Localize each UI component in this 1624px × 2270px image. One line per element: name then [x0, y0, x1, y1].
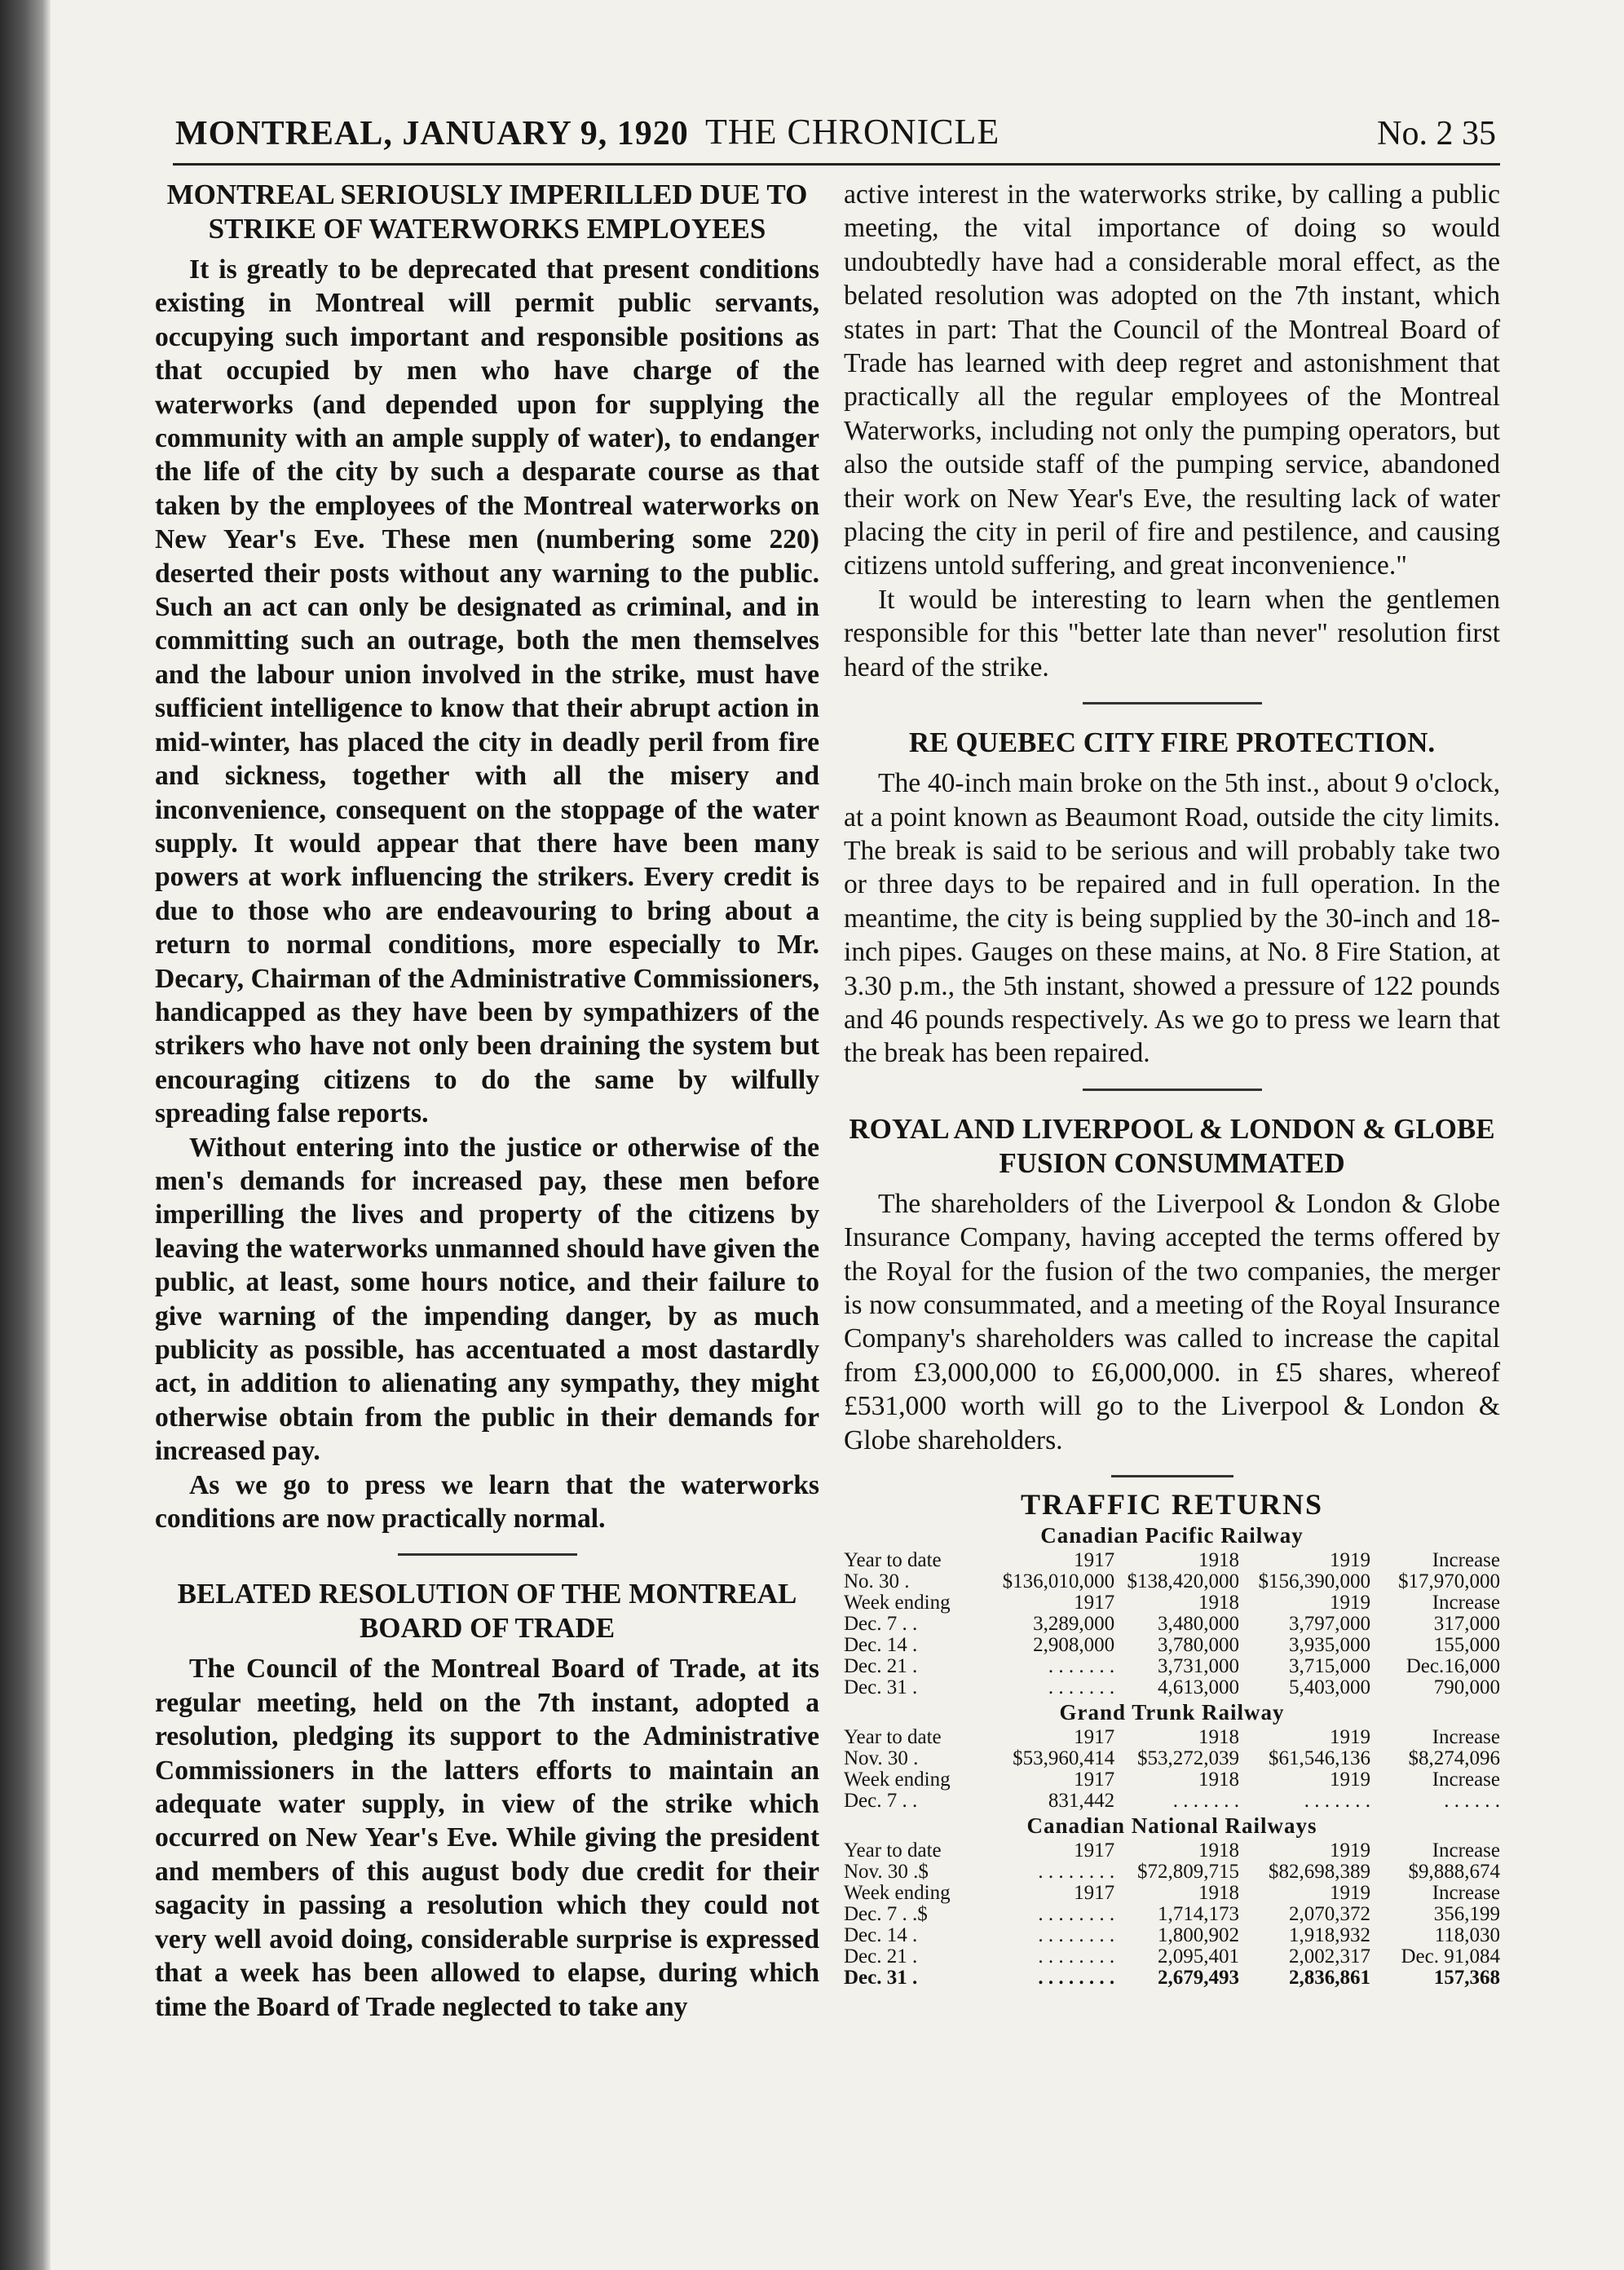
traffic-table: [844, 1727, 1500, 1812]
table-cell: Increase: [1432, 1549, 1500, 1571]
table-cell: 1,918,932: [1289, 1924, 1371, 1946]
table-header-row: [844, 1840, 1500, 1861]
table-cell: 1918: [1198, 1726, 1240, 1748]
table-cell: 4,613,000: [1158, 1676, 1240, 1698]
running-header: [175, 111, 1496, 157]
table-cell: . . . . . .: [1444, 1790, 1500, 1812]
table-cell: $82,698,389: [1269, 1861, 1371, 1883]
table-cell: 1919: [1330, 1882, 1371, 1904]
header-rule: [173, 163, 1500, 166]
traffic-returns-tables: [844, 1523, 1500, 1989]
waterworks-paragraph: Without entering into the justice or otherwise of the men's demands for increased pay, these men before imperilling the lives and property of the citizens by leaving the waterworks unmanned should have given the public, at least, some hours notice, and their failure to give warning of the impending danger, by as much publicity as possible, has accentuated a most dastardly act, in addition to alienating any sympathy, they might otherwise obtain from the public in their demands for increased pay.: [155, 1132, 819, 1467]
table-cell: 1917: [1074, 1592, 1115, 1614]
table-cell: 2,908,000: [1033, 1634, 1115, 1656]
table-cell: . . . . . . .: [1172, 1790, 1240, 1812]
table-cell: Year to date: [844, 1549, 942, 1571]
table-cell: Dec. 7 . .: [844, 1790, 918, 1812]
table-cell: 3,780,000: [1158, 1634, 1240, 1656]
header-date: MONTREAL, JANUARY 9, 1920: [175, 115, 689, 152]
table-cell: $61,546,136: [1269, 1747, 1371, 1769]
waterworks-paragraph: As we go to press we learn that the waterworks conditions are now practically normal.: [155, 1469, 819, 1535]
table-cell: 118,030: [1434, 1924, 1500, 1946]
railway-name: Grand Trunk Railway: [1059, 1700, 1285, 1725]
table-cell: 1919: [1330, 1726, 1371, 1748]
table-cell: Increase: [1432, 1769, 1500, 1791]
section-divider: [398, 1553, 577, 1556]
section-divider: [1083, 702, 1262, 704]
table-cell: Dec. 14 .: [844, 1634, 918, 1656]
table-cell: 1,800,902: [1158, 1924, 1240, 1946]
table-cell: . . . . . . . .: [1038, 1967, 1115, 1989]
table-cell: $72,809,715: [1137, 1861, 1240, 1883]
table-row: [844, 1656, 1500, 1677]
table-cell: Dec. 7 . .$: [844, 1903, 928, 1925]
table-cell: 790,000: [1433, 1676, 1500, 1698]
table-row: [844, 1946, 1500, 1967]
table-cell: $17,970,000: [1398, 1570, 1500, 1592]
table-cell: 1917: [1074, 1726, 1115, 1748]
table-cell: Nov. 30 .: [844, 1747, 919, 1769]
railway-name: Canadian Pacific Railway: [1040, 1523, 1304, 1548]
board-of-trade-paragraph: The Council of the Montreal Board of Trade, at its regular meeting, held on the 7th instant, adopted a resolution, pledging its support to the Administrative Commissioners in the latters efforts to maintain an adequate water supply, in view of the strike which occurred on New Year's Eve. While giving the president and members of this august body due credit for their sagacity in passing a resolution which they could not very well avoid doing, considerable surprise is expressed that a week has been allowed to elapse, during which time the Board of Trade neglected to take any: [155, 1654, 819, 2022]
table-cell: . . . . . . .: [1048, 1655, 1115, 1677]
page-binding-edge: [0, 0, 51, 2270]
quebec-fire-paragraph: The 40-inch main broke on the 5th inst., about 9 o'clock, at a point known as Beaumont Road, outside the city limits. The break is said to be serious and will probably take two or three days to be repaired and in full operation. In the meantime, the city is being supplied by the 30-inch and 18-inch pipes. Gauges on these mains, at No. 8 Fire Station, at 3.30 p.m., the 5th instant, showed a pressure of 122 pounds and 46 pounds respectively. As we go to press we learn that the break has been repaired.: [844, 768, 1500, 1069]
table-cell: 3,289,000: [1033, 1613, 1115, 1635]
table-row: [844, 1925, 1500, 1946]
table-cell: 3,797,000: [1289, 1613, 1371, 1635]
table-cell: 356,199: [1433, 1903, 1500, 1925]
table-cell: Nov. 30 .$: [844, 1861, 929, 1883]
table-cell: 2,002,317: [1289, 1945, 1371, 1967]
table-cell: No. 30 .: [844, 1570, 910, 1592]
traffic-returns-title: TRAFFIC RETURNS: [1020, 1488, 1324, 1521]
board-of-trade-heading: BELATED RESOLUTION OF THE MONTREAL BOARD OF TRADE: [177, 1578, 797, 1645]
table-cell: $138,420,000: [1127, 1570, 1240, 1592]
table-cell: $156,390,000: [1258, 1570, 1371, 1592]
table-cell: . . . . . . . .: [1038, 1924, 1115, 1946]
table-row: [844, 1748, 1500, 1769]
table-cell: Increase: [1432, 1882, 1500, 1904]
table-cell: 3,731,000: [1158, 1655, 1240, 1677]
table-cell: Dec. 21 .: [844, 1655, 918, 1677]
table-cell: Dec. 14 .: [844, 1924, 918, 1946]
table-row: [844, 1614, 1500, 1635]
table-cell: Dec. 91,084: [1401, 1945, 1500, 1967]
waterworks-paragraph: It is greatly to be deprecated that present conditions existing in Montreal will permit public servants, occupying such important and responsible positions as that occupied by men who have charge of the waterworks (and depended upon for supplying the community with an ample supply of water), to endanger the life of the city by such a desparate course as that taken by the employees of the Montreal waterworks on New Year's Eve. These men (numbering some 220) deserted their posts without any warning to the public. Such an act can only be designated as criminal, and in committing such an outrage, both the men themselves and the labour union involved in the strike, must have sufficient intelligence to know that their abrupt action in mid-winter, has placed the city in deadly peril from fire and sickness, together with all the misery and inconvenience, consequent on the stoppage of the water supply. It would appear that there have been many powers at work influencing the strikers. Every credit is due to those who are endeavouring to bring about a return to normal conditions, more especially to Mr. Decary, Chairman of the Administrative Commissioners, handicapped as they have been by sympathizers of the strikers who have not only been draining the system but encouraging citizens to do the same by wilfully spreading false reports.: [155, 254, 819, 1129]
table-cell: 831,442: [1048, 1790, 1115, 1812]
table-cell: Dec. 21 .: [844, 1945, 918, 1967]
table-row: [844, 1791, 1500, 1812]
table-cell: Increase: [1432, 1592, 1500, 1614]
section-divider: [1083, 1089, 1262, 1091]
table-cell: $136,010,000: [1002, 1570, 1115, 1592]
table-cell: Dec. 7 . .: [844, 1613, 918, 1635]
table-cell: 1917: [1074, 1549, 1115, 1571]
section-divider: [1111, 1475, 1233, 1477]
table-cell: Dec.16,000: [1406, 1655, 1500, 1677]
header-issue-page: No. 2 35: [1377, 115, 1496, 152]
table-cell: Increase: [1432, 1839, 1500, 1861]
table-cell: 1919: [1330, 1549, 1371, 1571]
table-cell: . . . . . . .: [1304, 1790, 1371, 1812]
table-cell: 2,679,493: [1158, 1967, 1240, 1989]
table-cell: 1917: [1074, 1769, 1115, 1791]
table-cell: . . . . . . . .: [1038, 1861, 1115, 1883]
table-row: [844, 1677, 1500, 1698]
table-cell: Week ending: [844, 1882, 951, 1904]
table-row: [844, 1571, 1500, 1592]
table-cell: Increase: [1432, 1726, 1500, 1748]
table-cell: . . . . . . . .: [1038, 1903, 1115, 1925]
table-cell: Year to date: [844, 1839, 942, 1861]
board-of-trade-continuation: It would be interesting to learn when the gentlemen responsible for this "better late than never" resolution first heard of the strike.: [844, 584, 1500, 682]
table-cell: . . . . . . .: [1048, 1676, 1115, 1698]
table-row: [844, 1635, 1500, 1656]
table-cell: 317,000: [1433, 1613, 1500, 1635]
table-cell: 1917: [1074, 1882, 1115, 1904]
table-cell: $9,888,674: [1408, 1861, 1500, 1883]
table-cell: 1919: [1330, 1839, 1371, 1861]
table-cell: Week ending: [844, 1592, 951, 1614]
table-cell: 5,403,000: [1289, 1676, 1371, 1698]
table-cell: $53,272,039: [1137, 1747, 1240, 1769]
table-cell: Dec. 31 .: [844, 1967, 918, 1989]
traffic-table: [844, 1840, 1500, 1989]
table-cell: 1919: [1330, 1592, 1371, 1614]
table-cell: 1,714,173: [1158, 1903, 1240, 1925]
table-cell: 1918: [1198, 1839, 1240, 1861]
table-header-row: [844, 1727, 1500, 1748]
table-header-row: [844, 1883, 1500, 1904]
header-publication: THE CHRONICLE: [705, 112, 1000, 152]
railway-name: Canadian National Railways: [1026, 1813, 1317, 1838]
table-cell: 2,836,861: [1289, 1967, 1371, 1989]
table-cell: 1918: [1198, 1769, 1240, 1791]
table-cell: 1918: [1198, 1882, 1240, 1904]
table-cell: Year to date: [844, 1726, 942, 1748]
table-cell: 3,715,000: [1289, 1655, 1371, 1677]
quebec-fire-heading: RE QUEBEC CITY FIRE PROTECTION.: [908, 726, 1436, 759]
table-cell: Dec. 31 .: [844, 1676, 918, 1698]
table-cell: 1918: [1198, 1549, 1240, 1571]
table-cell: Week ending: [844, 1769, 951, 1791]
table-cell: . . . . . . . .: [1038, 1945, 1115, 1967]
left-column: [155, 178, 819, 2024]
table-cell: $53,960,414: [1013, 1747, 1115, 1769]
table-header-row: [844, 1550, 1500, 1571]
table-row: [844, 1904, 1500, 1925]
table-header-row: [844, 1769, 1500, 1791]
table-cell: 3,935,000: [1289, 1634, 1371, 1656]
traffic-table: [844, 1550, 1500, 1698]
waterworks-heading: MONTREAL SERIOUSLY IMPERILLED DUE TO STRIKE OF WATERWORKS EMPLOYEES: [166, 179, 808, 245]
table-cell: 155,000: [1433, 1634, 1500, 1656]
table-header-row: [844, 1592, 1500, 1614]
right-column: [844, 178, 1500, 1989]
table-cell: 2,095,401: [1158, 1945, 1240, 1967]
royal-liverpool-heading: ROYAL AND LIVERPOOL & LONDON & GLOBE FUSION CONSUMMATED: [849, 1112, 1495, 1179]
board-of-trade-continuation: active interest in the waterworks strike, by calling a public meeting, the vital importance of doing so would undoubtedly have had a considerable moral effect, as the belated resolution was adopted on the 7th instant, which states in part: That the Council of the Montreal Board of Trade has learned with deep regret and astonishment that practically all the regular employees of the Montreal Waterworks, including not only the pumping operators, but also the outside staff of the pumping service, abandoned their work on New Year's Eve, the resulting lack of water placing the city in peril of fire and pestilence, and causing citizens untold suffering, and great inconvenience.": [844, 179, 1500, 581]
table-cell: $8,274,096: [1408, 1747, 1500, 1769]
table-cell: 3,480,000: [1158, 1613, 1240, 1635]
table-row: [844, 1967, 1500, 1989]
table-row: [844, 1861, 1500, 1883]
table-cell: 2,070,372: [1289, 1903, 1371, 1925]
table-cell: 157,368: [1433, 1967, 1500, 1989]
table-cell: 1919: [1330, 1769, 1371, 1791]
table-cell: 1917: [1074, 1839, 1115, 1861]
table-cell: 1918: [1198, 1592, 1240, 1614]
royal-liverpool-paragraph: The shareholders of the Liverpool & London & Globe Insurance Company, having accepted the terms offered by the Royal for the fusion of the two companies, the merger is now consummated, and a meeting of the Royal Insurance Company's shareholders was called to increase the capital from £3,000,000 to £6,000,000. in £5 shares, whereof £531,000 worth will go to the Liverpool & London & Globe shareholders.: [844, 1188, 1500, 1455]
